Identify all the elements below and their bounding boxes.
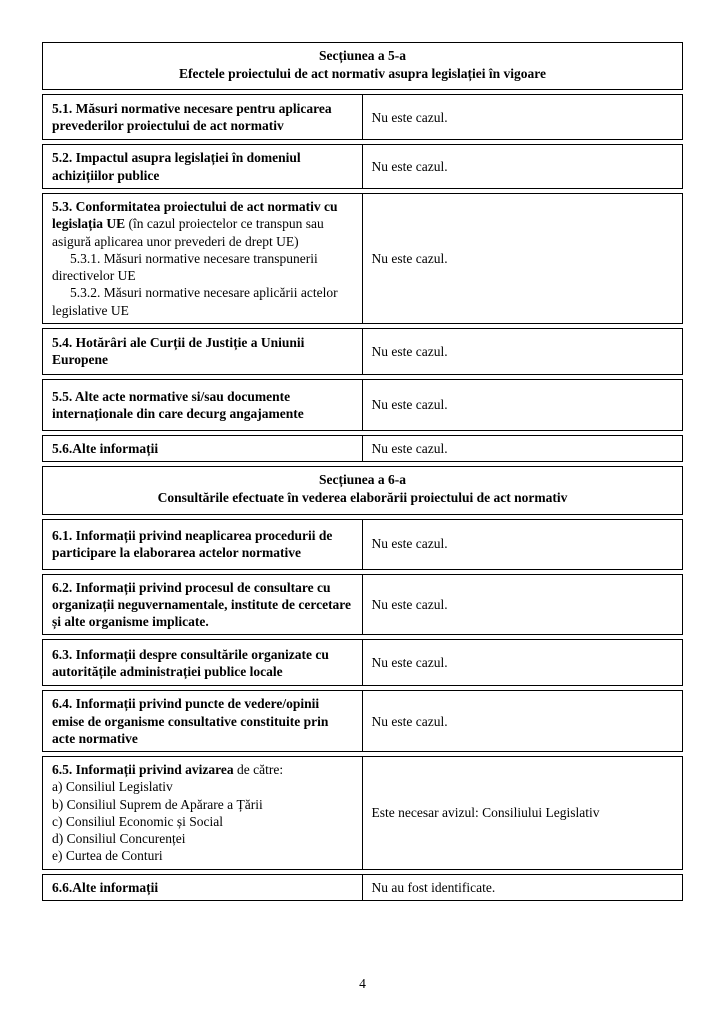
row-6-5-heading-bold: 6.5. Informații privind avizarea xyxy=(52,762,234,778)
table-row-6-6 xyxy=(42,874,683,901)
row-6-5-item-e: e) Curtea de Conturi xyxy=(52,848,163,864)
row-5-5-value-cell xyxy=(363,380,683,430)
row-6-5-heading xyxy=(52,761,353,778)
table-row-5-1 xyxy=(42,94,683,140)
table-row-5-6 xyxy=(42,435,683,462)
row-5-2-value-cell xyxy=(363,145,683,188)
row-6-1-heading: 6.1. Informații privind neaplicarea procedurii de participare la elaborarea actelor normative xyxy=(52,527,333,561)
row-5-3-value: Nu este cazul. xyxy=(371,250,448,266)
row-6-5-label-cell xyxy=(43,757,363,869)
row-6-5-item-c: c) Consiliul Economic și Social xyxy=(52,813,223,829)
row-6-6-value: Nu au fost identificate. xyxy=(371,879,496,895)
row-5-5-heading: 5.5. Alte acte normative si/sau documente internaționale din care decurg angajamente xyxy=(52,388,304,421)
row-5-1-value-cell xyxy=(363,95,683,139)
row-6-5-item-d: d) Consiliul Concurenței xyxy=(52,831,186,847)
table-row-5-4 xyxy=(42,328,683,375)
row-5-1-label-cell xyxy=(43,95,363,139)
row-6-3-value-cell xyxy=(363,640,683,685)
row-6-5-item-a: a) Consiliul Legislativ xyxy=(52,779,173,795)
table-row-5-2 xyxy=(42,144,683,189)
section6-subtitle: Consultările efectuate în vederea elaborării proiectului de act normativ xyxy=(157,490,568,506)
row-5-3-heading-note: (în cazul proiectelor ce transpun sau asigură aplicarea unor prevederi de drept UE) xyxy=(52,216,324,249)
row-6-1-value: Nu este cazul. xyxy=(371,536,448,552)
row-5-2-label-cell xyxy=(43,145,363,188)
row-5-3-heading-bold: 5.3. Conformitatea proiectului de act normativ cu legislația UE xyxy=(52,198,338,232)
row-5-5-label-cell xyxy=(43,380,363,430)
section5-title: Secțiunea a 5-a xyxy=(319,48,406,63)
row-5-6-heading: 5.6.Alte informații xyxy=(52,440,159,456)
row-6-2-value-cell xyxy=(363,575,683,635)
section6-title: Secțiunea a 6-a xyxy=(319,472,406,488)
row-6-1-label-cell xyxy=(43,520,363,569)
table-row-6-3 xyxy=(42,639,683,686)
row-5-6-value-cell xyxy=(363,436,683,461)
row-5-6-label-cell xyxy=(43,436,363,461)
table-row-6-2 xyxy=(42,574,683,636)
row-5-2-value: Nu este cazul. xyxy=(371,159,448,175)
table-row-5-3 xyxy=(42,193,683,324)
section6-header xyxy=(42,466,683,514)
row-6-5-value: Este necesar avizul: Consiliului Legislativ xyxy=(371,805,600,821)
row-6-4-value: Nu este cazul. xyxy=(371,713,448,729)
table-row-6-4 xyxy=(42,690,683,752)
row-6-5-value-cell xyxy=(363,757,683,869)
row-5-4-heading: 5.4. Hotărâri ale Curții de Justiție a Uniunii Europene xyxy=(52,335,305,368)
section5-header xyxy=(42,42,683,90)
table-row-6-5 xyxy=(42,756,683,870)
row-6-3-heading: 6.3. Informații despre consultările organizate cu autoritățile administrației publice locale xyxy=(52,646,329,679)
row-6-5-heading-regular: de către: xyxy=(233,762,284,778)
row-5-4-label-cell xyxy=(43,329,363,374)
row-5-6-value: Nu este cazul. xyxy=(371,440,448,456)
row-5-3-value-cell xyxy=(363,194,683,323)
row-5-3-label-cell xyxy=(43,194,363,323)
row-6-6-heading: 6.6.Alte informații xyxy=(52,879,159,895)
section5-subtitle: Efectele proiectului de act normativ asupra legislației în vigoare xyxy=(179,66,546,82)
table-row-5-5 xyxy=(42,379,683,431)
row-5-1-heading: 5.1. Măsuri normative necesare pentru aplicarea prevederilor proiectului de act normativ xyxy=(52,101,332,134)
row-6-4-value-cell xyxy=(363,691,683,751)
row-6-2-heading: 6.2. Informații privind procesul de consultare cu organizații neguvernamentale, institute de cercetare și alte organisme implicate. xyxy=(52,579,352,630)
row-6-3-value: Nu este cazul. xyxy=(371,655,448,671)
page-number: 4 xyxy=(359,976,366,991)
document-body xyxy=(42,42,683,905)
row-6-6-value-cell xyxy=(363,875,683,900)
row-5-1-value: Nu este cazul. xyxy=(371,109,448,125)
row-6-2-label-cell xyxy=(43,575,363,635)
row-6-4-heading: 6.4. Informații privind puncte de vedere/opinii emise de organisme consultative constituite prin acte normative xyxy=(52,696,329,746)
row-6-2-value: Nu este cazul. xyxy=(371,596,448,612)
row-6-5-item-b: b) Consiliul Suprem de Apărare a Țării xyxy=(52,796,263,812)
row-5-3-sub1: 5.3.1. Măsuri normative necesare transpunerii directivelor UE xyxy=(52,250,318,284)
row-5-5-value: Nu este cazul. xyxy=(371,397,448,413)
row-5-4-value-cell xyxy=(363,329,683,374)
row-6-4-label-cell xyxy=(43,691,363,751)
row-5-4-value: Nu este cazul. xyxy=(371,343,448,359)
row-5-3-sub2: 5.3.2. Măsuri normative necesare aplicării actelor legislative UE xyxy=(52,285,338,318)
row-5-2-heading: 5.2. Impactul asupra legislației în domeniul achizițiilor publice xyxy=(52,150,301,183)
table-row-6-1 xyxy=(42,519,683,570)
row-5-3-heading xyxy=(52,198,353,250)
row-6-3-label-cell xyxy=(43,640,363,685)
row-6-1-value-cell xyxy=(363,520,683,569)
row-6-6-label-cell xyxy=(43,875,363,900)
